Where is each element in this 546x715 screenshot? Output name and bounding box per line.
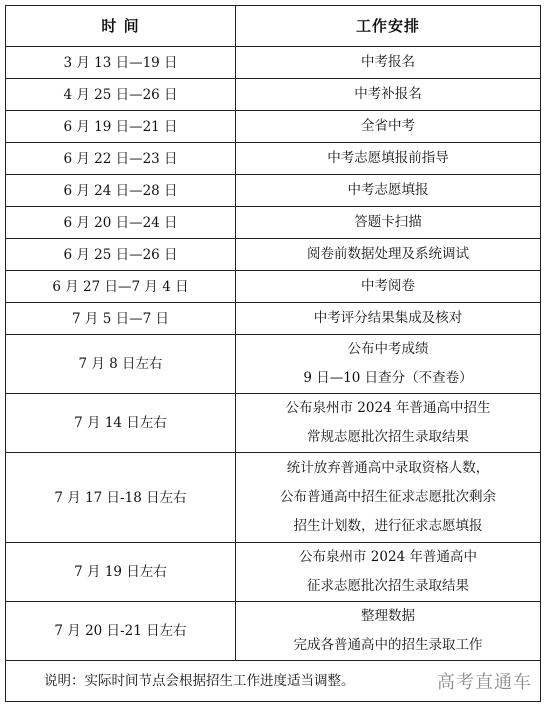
task-cell	[236, 453, 541, 543]
table-row	[6, 111, 541, 143]
time-cell: 6 月 24 日—28 日	[6, 175, 236, 207]
task-cell	[236, 394, 541, 453]
task-cell	[236, 335, 541, 394]
note-row	[6, 661, 541, 702]
time-cell: 6 月 25 日—26 日	[6, 239, 236, 271]
table-row	[6, 453, 541, 543]
time-cell: 7 月 19 日左右	[6, 543, 236, 602]
table-row	[6, 271, 541, 303]
task-line: 公布泉州市 2024 年普通高中招生	[285, 400, 491, 416]
time-cell: 7 月 5 日—7 日	[6, 303, 236, 335]
table-row	[6, 47, 541, 79]
table-row	[6, 143, 541, 175]
task-line: 中考评分结果集成及核对	[313, 310, 463, 326]
task-line: 整理数据	[361, 608, 415, 624]
time-cell: 6 月 22 日—23 日	[6, 143, 236, 175]
time-cell: 6 月 19 日—21 日	[6, 111, 236, 143]
task-line: 中考报名	[361, 54, 415, 70]
table-row	[6, 79, 541, 111]
time-cell: 6 月 20 日—24 日	[6, 207, 236, 239]
table-row	[6, 303, 541, 335]
table-row	[6, 335, 541, 394]
task-line: 公布普通高中招生征求志愿批次剩余	[280, 489, 496, 505]
task-line: 中考阅卷	[361, 278, 415, 294]
time-cell: 7 月 8 日左右	[6, 335, 236, 394]
time-cell: 7 月 17 日-18 日左右	[6, 453, 236, 543]
task-line: 常规志愿批次招生录取结果	[307, 429, 469, 445]
table-row	[6, 175, 541, 207]
note-text: 说明：实际时间节点会根据招生工作进度适当调整。	[44, 673, 355, 689]
task-cell	[236, 79, 541, 111]
task-cell	[236, 111, 541, 143]
task-line: 完成各普通高中的招生录取工作	[293, 637, 483, 653]
task-line: 公布中考成绩	[347, 341, 429, 357]
task-line: 中考补报名	[354, 86, 422, 102]
watermark-text: 高考直通车	[437, 672, 532, 693]
task-cell	[236, 207, 541, 239]
table-row	[6, 394, 541, 453]
task-cell	[236, 143, 541, 175]
task-line: 统计放弃普通高中录取资格人数，	[286, 460, 490, 476]
task-cell	[236, 602, 541, 661]
table-row	[6, 602, 541, 661]
task-cell	[236, 303, 541, 335]
table-row	[6, 207, 541, 239]
time-column-header: 时 间	[6, 6, 236, 47]
task-cell	[236, 543, 541, 602]
time-cell: 3 月 13 日—19 日	[6, 47, 236, 79]
task-line: 阅卷前数据处理及系统调试	[307, 246, 469, 262]
header-row	[6, 6, 541, 47]
time-cell: 6 月 27 日—7 月 4 日	[6, 271, 236, 303]
task-line: 全省中考	[361, 118, 415, 134]
task-line: 招生计划数，进行征求志愿填报	[293, 518, 483, 534]
schedule-table	[5, 5, 541, 702]
task-line: 中考志愿填报前指导	[327, 150, 449, 166]
task-line: 中考志愿填报	[347, 182, 429, 198]
time-cell: 7 月 20 日-21 日左右	[6, 602, 236, 661]
table-row	[6, 239, 541, 271]
task-cell	[236, 239, 541, 271]
task-cell	[236, 47, 541, 79]
note-cell	[6, 661, 541, 702]
time-cell: 7 月 14 日左右	[6, 394, 236, 453]
task-line: 征求志愿批次招生录取结果	[307, 578, 469, 594]
task-line: 9 日—10 日查分（不查卷）	[303, 370, 473, 386]
time-cell: 4 月 25 日—26 日	[6, 79, 236, 111]
task-line: 答题卡扫描	[354, 214, 422, 230]
task-line: 公布泉州市 2024 年普通高中	[299, 549, 477, 565]
task-cell	[236, 271, 541, 303]
table-row	[6, 543, 541, 602]
task-cell	[236, 175, 541, 207]
task-column-header: 工作安排	[236, 6, 541, 47]
